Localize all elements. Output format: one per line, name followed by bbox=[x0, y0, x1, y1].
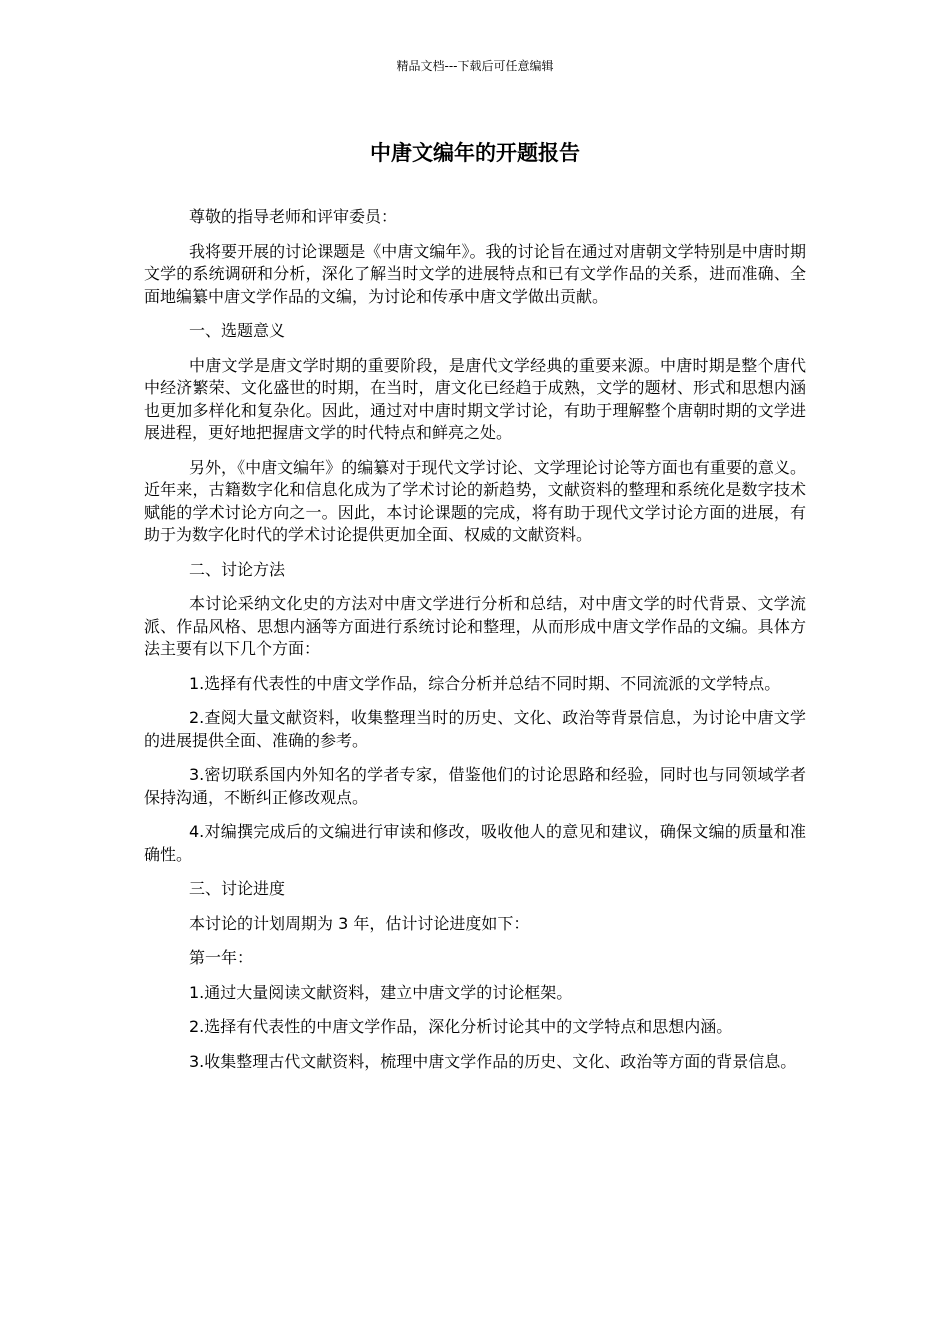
methods-item-2: 2.查阅大量文献资料，收集整理当时的历史、文化、政治等背景信息，为讨论中唐文学的进展提供全面、准确的参考。 bbox=[144, 708, 806, 750]
year-one-heading: 第一年： bbox=[189, 948, 254, 967]
methods-paragraph: 本讨论采纳文化史的方法对中唐文学进行分析和总结，对中唐文学的时代背景、文学流派、作品风格、思想内涵等方面进行系统讨论和整理，从而形成中唐文学作品的文编。具体方法主要有以下几个方面： bbox=[144, 594, 806, 658]
salutation: 尊敬的指导老师和评审委员： bbox=[189, 207, 398, 226]
methods-item-1: 1.选择有代表性的中唐文学作品，综合分析并总结不同时期、不同流派的文学特点。 bbox=[189, 673, 781, 693]
year-one-item-1: 1.通过大量阅读文献资料，建立中唐文学的讨论框架。 bbox=[189, 982, 573, 1002]
methods-item-4: 4.对编撰完成后的文编进行审读和修改，吸收他人的意见和建议，确保文编的质量和准确性。 bbox=[144, 822, 806, 864]
section-heading-significance: 一、选题意义 bbox=[189, 321, 286, 340]
section-heading-methods: 二、讨论方法 bbox=[189, 559, 286, 579]
document-title: 中唐文编年的开题报告 bbox=[370, 141, 580, 165]
progress-paragraph: 本讨论的计划周期为 3 年，估计讨论进度如下： bbox=[189, 913, 530, 933]
section-heading-progress: 三、讨论进度 bbox=[189, 879, 286, 898]
significance-paragraph-2: 另外，《中唐文编年》的编纂对于现代文学讨论、文学理论讨论等方面也有重要的意义。近年来，古籍数字化和信息化成为了学术讨论的新趋势，文献资料的整理和系统化是数字技术赋能的学术讨论方向之一。因此，本讨论课题的完成，将有助于现代文学讨论方面的进展，有助于为数字化时代的学术讨论提供更加全面、权威的文献资料。 bbox=[144, 457, 806, 544]
document-body bbox=[144, 206, 806, 1085]
page-header: 精品文档---下载后可任意编辑 bbox=[396, 59, 554, 73]
significance-paragraph-1: 中唐文学是唐文学时期的重要阶段，是唐代文学经典的重要来源。中唐时期是整个唐代中经济繁荣、文化盛世的时期，在当时，唐文化已经趋于成熟，文学的题材、形式和思想内涵也更加多样化和复杂化。因此，通过对中唐时期文学讨论，有助于理解整个唐朝时期的文学进展进程，更好地把握唐文学的时代特点和鲜亮之处。 bbox=[144, 355, 806, 442]
methods-item-3: 3.密切联系国内外知名的学者专家，借鉴他们的讨论思路和经验，同时也与同领域学者保持沟通，不断纠正修改观点。 bbox=[144, 765, 806, 807]
year-one-item-3: 3.收集整理古代文献资料，梳理中唐文学作品的历史、文化、政治等方面的背景信息。 bbox=[189, 1051, 797, 1071]
intro-paragraph: 我将要开展的讨论课题是《中唐文编年》。我的讨论旨在通过对唐朝文学特别是中唐时期文学的系统调研和分析，深化了解当时文学的进展特点和已有文学作品的关系，进而准确、全面地编纂中唐文学作品的文编，为讨论和传承中唐文学做出贡献。 bbox=[144, 241, 806, 306]
year-one-item-2: 2.选择有代表性的中唐文学作品，深化分析讨论其中的文学特点和思想内涵。 bbox=[189, 1017, 733, 1036]
